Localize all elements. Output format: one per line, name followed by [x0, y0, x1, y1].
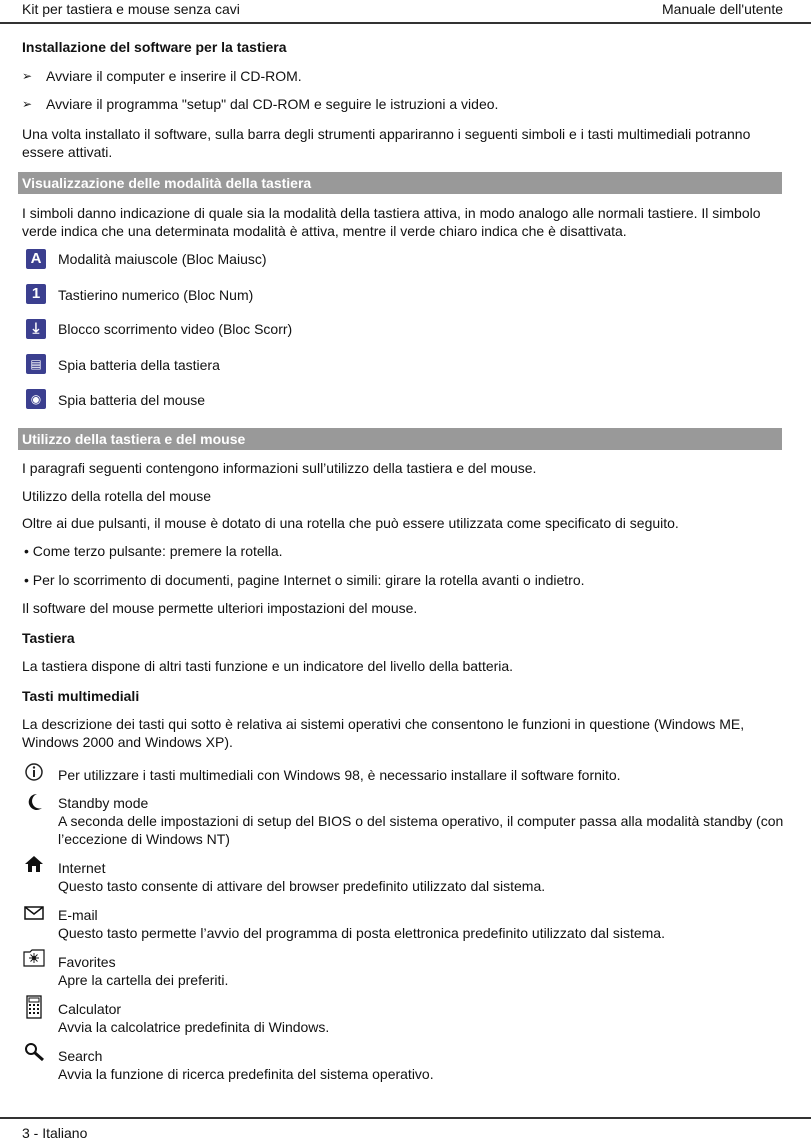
mm-calculator-desc: Avvia la calcolatrice predefinita di Windows. [58, 1019, 330, 1035]
mm-internet-title: Internet [58, 860, 106, 876]
page-header [0, 0, 811, 24]
mm-standby-desc: A seconda delle impostazioni di setup del BIOS o del sistema operativo, il computer passa alla modalità standby (con l’eccezione di Windows NT) [58, 813, 784, 847]
install-step-1: Avviare il computer e inserire il CD-ROM. [46, 68, 302, 84]
mm-email-title: E-mail [58, 907, 98, 923]
mm-standby-title: Standby mode [58, 795, 149, 811]
mm-favorites-title: Favorites [58, 954, 116, 970]
folder-star-icon [22, 948, 46, 968]
page-footer [0, 1117, 811, 1141]
num-lock-icon: 1 [26, 284, 46, 304]
arrow-bullet-icon: ➢ [22, 97, 33, 111]
mode-keyboard-battery-label: Spia batteria della tastiera [58, 357, 220, 373]
usage-bullet-2: • Per lo scorrimento di documenti, pagine Internet o simili: girare la rotella avanti o indietro. [24, 572, 585, 588]
section-heading-modes: Visualizzazione delle modalità della tastiera [18, 172, 782, 194]
mm-search-desc: Avvia la funzione di ricerca predefinita del sistema operativo. [58, 1066, 434, 1082]
header-manual: Manuale dell'utente [662, 1, 783, 17]
multimedia-intro: La descrizione dei tasti qui sotto è relativa ai sistemi operativi che consentono le funzioni in questione (Windows ME, Windows 2000 and Windows XP). [22, 716, 745, 750]
mode-num-label: Tastierino numerico (Bloc Num) [58, 287, 254, 303]
mm-email-desc: Questo tasto permette l’avvio del programma di posta elettronica predefinito utilizzato dal sistema. [58, 925, 665, 941]
mm-info-text: Per utilizzare i tasti multimediali con Windows 98, è necessario installare il software fornito. [58, 767, 621, 783]
mode-caps-label: Modalità maiuscole (Bloc Maiusc) [58, 251, 267, 267]
usage-p1: I paragrafi seguenti contengono informazioni sull’utilizzo della tastiera e del mouse. [22, 460, 537, 476]
mail-icon [22, 903, 46, 923]
multimedia-title: Tasti multimediali [22, 688, 140, 704]
section-heading-usage: Utilizzo della tastiera e del mouse [18, 428, 782, 450]
keyboard-title: Tastiera [22, 630, 75, 646]
mm-internet-desc: Questo tasto consente di attivare del browser predefinito utilizzato dal sistema. [58, 878, 546, 894]
install-after: Una volta installato il software, sulla barra degli strumenti appariranno i seguenti simboli e i tasti multimediali potranno essere attivati. [22, 126, 751, 160]
home-icon [22, 854, 46, 874]
install-step-2: Avviare il programma "setup" dal CD-ROM e seguire le istruzioni a video. [46, 96, 499, 112]
arrow-bullet-icon: ➢ [22, 69, 33, 83]
mouse-battery-icon: ◉ [26, 389, 46, 409]
scroll-lock-icon: ⤓ [26, 319, 46, 339]
usage-p2: Utilizzo della rotella del mouse [22, 488, 212, 504]
mode-scroll-label: Blocco scorrimento video (Bloc Scorr) [58, 321, 293, 337]
header-title: Kit per tastiera e mouse senza cavi [22, 1, 240, 17]
keyboard-text: La tastiera dispone di altri tasti funzione e un indicatore del livello della batteria. [22, 658, 514, 674]
install-title: Installazione del software per la tastiera [22, 39, 287, 55]
mm-calculator-title: Calculator [58, 1001, 122, 1017]
usage-p3: Oltre ai due pulsanti, il mouse è dotato di una rotella che può essere utilizzata come specificato di seguito. [22, 515, 679, 531]
usage-p4: Il software del mouse permette ulteriori impostazioni del mouse. [22, 600, 418, 616]
keyboard-battery-icon: ▤ [26, 354, 46, 374]
mm-search-title: Search [58, 1048, 103, 1064]
modes-intro: I simboli danno indicazione di quale sia la modalità della tastiera attiva, in modo analogo alle normali tastiere. Il simbolo verde indica che una determinata modalità è attiva, mentre il verde chiaro indica che è disattivata. [22, 205, 761, 239]
info-icon [22, 762, 46, 782]
usage-bullet-1: • Come terzo pulsante: premere la rotella. [24, 543, 283, 559]
mm-favorites-desc: Apre la cartella dei preferiti. [58, 972, 229, 988]
page-number: 3 - Italiano [22, 1125, 88, 1141]
search-icon [22, 1042, 46, 1062]
moon-icon [22, 792, 46, 812]
mode-mouse-battery-label: Spia batteria del mouse [58, 392, 206, 408]
caps-lock-icon: A [26, 249, 46, 269]
calculator-icon [22, 995, 46, 1019]
